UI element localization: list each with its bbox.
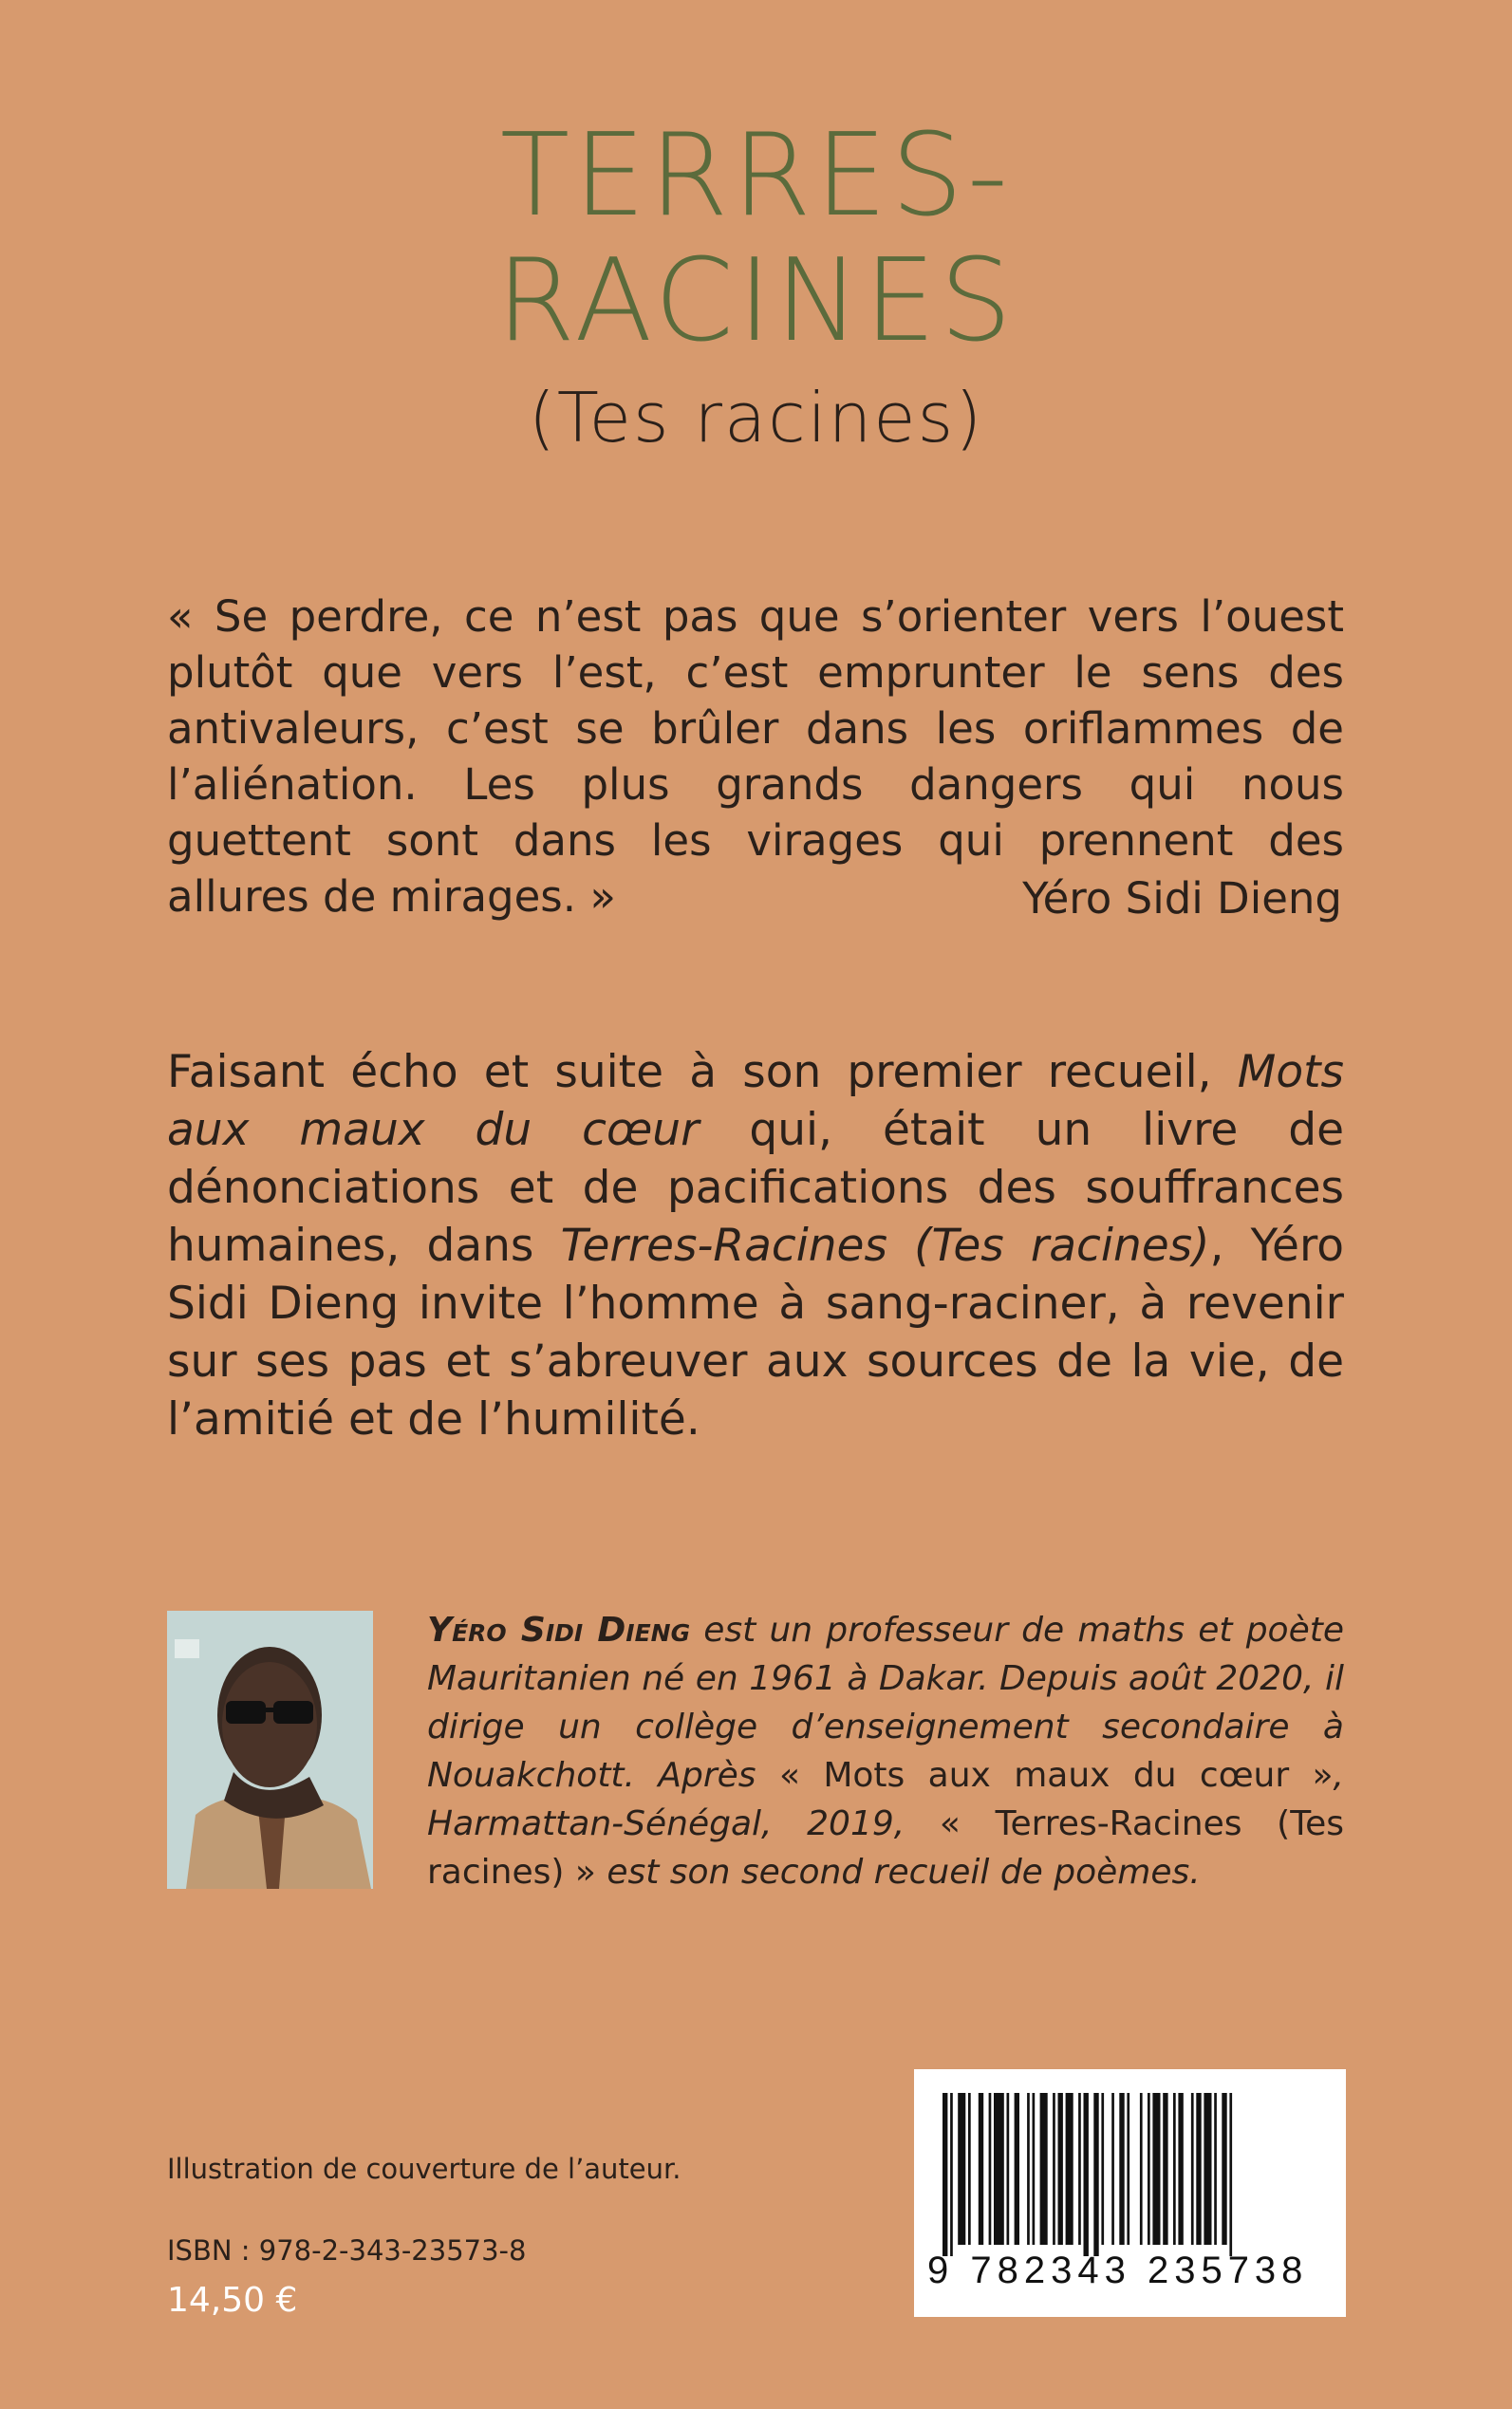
barcode-bar	[1058, 2093, 1063, 2245]
barcode-bar	[1015, 2093, 1019, 2245]
barcode-bar	[1140, 2093, 1143, 2245]
author-photo	[167, 1611, 373, 1889]
barcode-bar	[1033, 2093, 1036, 2245]
barcode-bar	[989, 2093, 992, 2245]
epigraph-quote: « Se perdre, ce n’est pas que s’orienter vers l’ouest plutôt que vers l’est, c’est emprunter le sens des antivaleurs, c’est se brûler dans les oriflammes de l’aliénation. Les plus grands dangers qui nous guettent sont dans les virages qui prennent des allures de mirages. »	[167, 591, 1344, 922]
author-bio	[427, 1606, 1344, 1896]
barcode-bar	[1040, 2093, 1048, 2245]
barcode-number: 9 782343 235738	[927, 2250, 1309, 2291]
barcode-bar	[1027, 2093, 1030, 2245]
barcode-bar	[1204, 2093, 1211, 2245]
barcode-bar	[1127, 2093, 1129, 2245]
barcode-bar	[1111, 2093, 1114, 2245]
barcode-bar	[1173, 2093, 1176, 2245]
barcode-bar	[1119, 2093, 1124, 2245]
barcode-bar	[1214, 2093, 1217, 2245]
author-portrait-icon	[167, 1611, 373, 1889]
desc-italic1: Mots aux maux du cœur	[167, 1046, 1344, 1156]
desc-part3: , Yéro Sidi Dieng invite l’homme à sang-raciner, à revenir sur ses pas et s’abreuver aux sources de la vie, de l’amitié et de l’humilité.	[167, 1220, 1344, 1446]
barcode	[914, 2069, 1346, 2317]
barcode-bar	[1053, 2093, 1055, 2245]
barcode-bar	[1163, 2093, 1167, 2245]
barcode-bar	[1178, 2093, 1183, 2245]
barcode-bar	[943, 2093, 947, 2256]
barcode-bar	[1078, 2093, 1081, 2245]
desc-italic2: Terres-Racines (Tes racines)	[560, 1220, 1210, 1272]
book-title-line1: TERRES-	[499, 110, 1013, 242]
barcode-bar	[958, 2093, 965, 2245]
book-title-line2: RACINES	[495, 235, 1017, 367]
barcode-bar	[1066, 2093, 1073, 2245]
bio-text1: est un professeur de maths et poète Mauritanien né en 1961 à Dakar. Depuis août 2020, il dirige un collège d’enseignement secondaire à Nouakchott. Après	[427, 1611, 1344, 1795]
barcode-bar	[1148, 2093, 1150, 2245]
barcode-bar	[1084, 2093, 1089, 2256]
barcode-bar	[1222, 2093, 1226, 2245]
barcode-bar	[1152, 2093, 1160, 2245]
barcode-bar	[1196, 2093, 1201, 2245]
barcode-bar	[994, 2093, 1004, 2245]
bio-title1: « Mots aux maux du cœur »	[778, 1756, 1334, 1795]
bio-text3: est son second recueil de poèmes.	[595, 1853, 1201, 1892]
author-name: Yéro Sidi Dieng	[427, 1611, 691, 1650]
barcode-bar	[1101, 2093, 1104, 2245]
barcode-bar	[968, 2093, 971, 2245]
desc-part2: qui, était un livre de dénonciations et de pacifications des souffrances humaines, dans	[167, 1104, 1344, 1272]
bio-text2: , Harmattan-Sénégal, 2019,	[427, 1756, 1344, 1843]
price: 14,50 €	[167, 2281, 298, 2320]
barcode-bar	[1007, 2093, 1010, 2245]
barcode-bar	[979, 2093, 983, 2245]
illustration-credit: Illustration de couverture de l’auteur.	[167, 2153, 681, 2185]
bio-title2: « Terres-Racines (Tes racines) »	[427, 1804, 1344, 1892]
barcode-bar	[1191, 2093, 1194, 2245]
book-title	[0, 110, 1512, 367]
isbn: ISBN : 978-2-343-23573-8	[167, 2234, 527, 2267]
epigraph-author: Yéro Sidi Dieng	[1022, 873, 1342, 924]
desc-part1: Faisant écho et suite à son premier recueil,	[167, 1046, 1238, 1098]
book-subtitle: (Tes racines)	[528, 378, 984, 458]
barcode-bar	[1229, 2093, 1232, 2256]
barcode-bar	[1093, 2093, 1098, 2256]
book-description	[167, 1043, 1344, 1448]
barcode-bar	[950, 2093, 953, 2256]
